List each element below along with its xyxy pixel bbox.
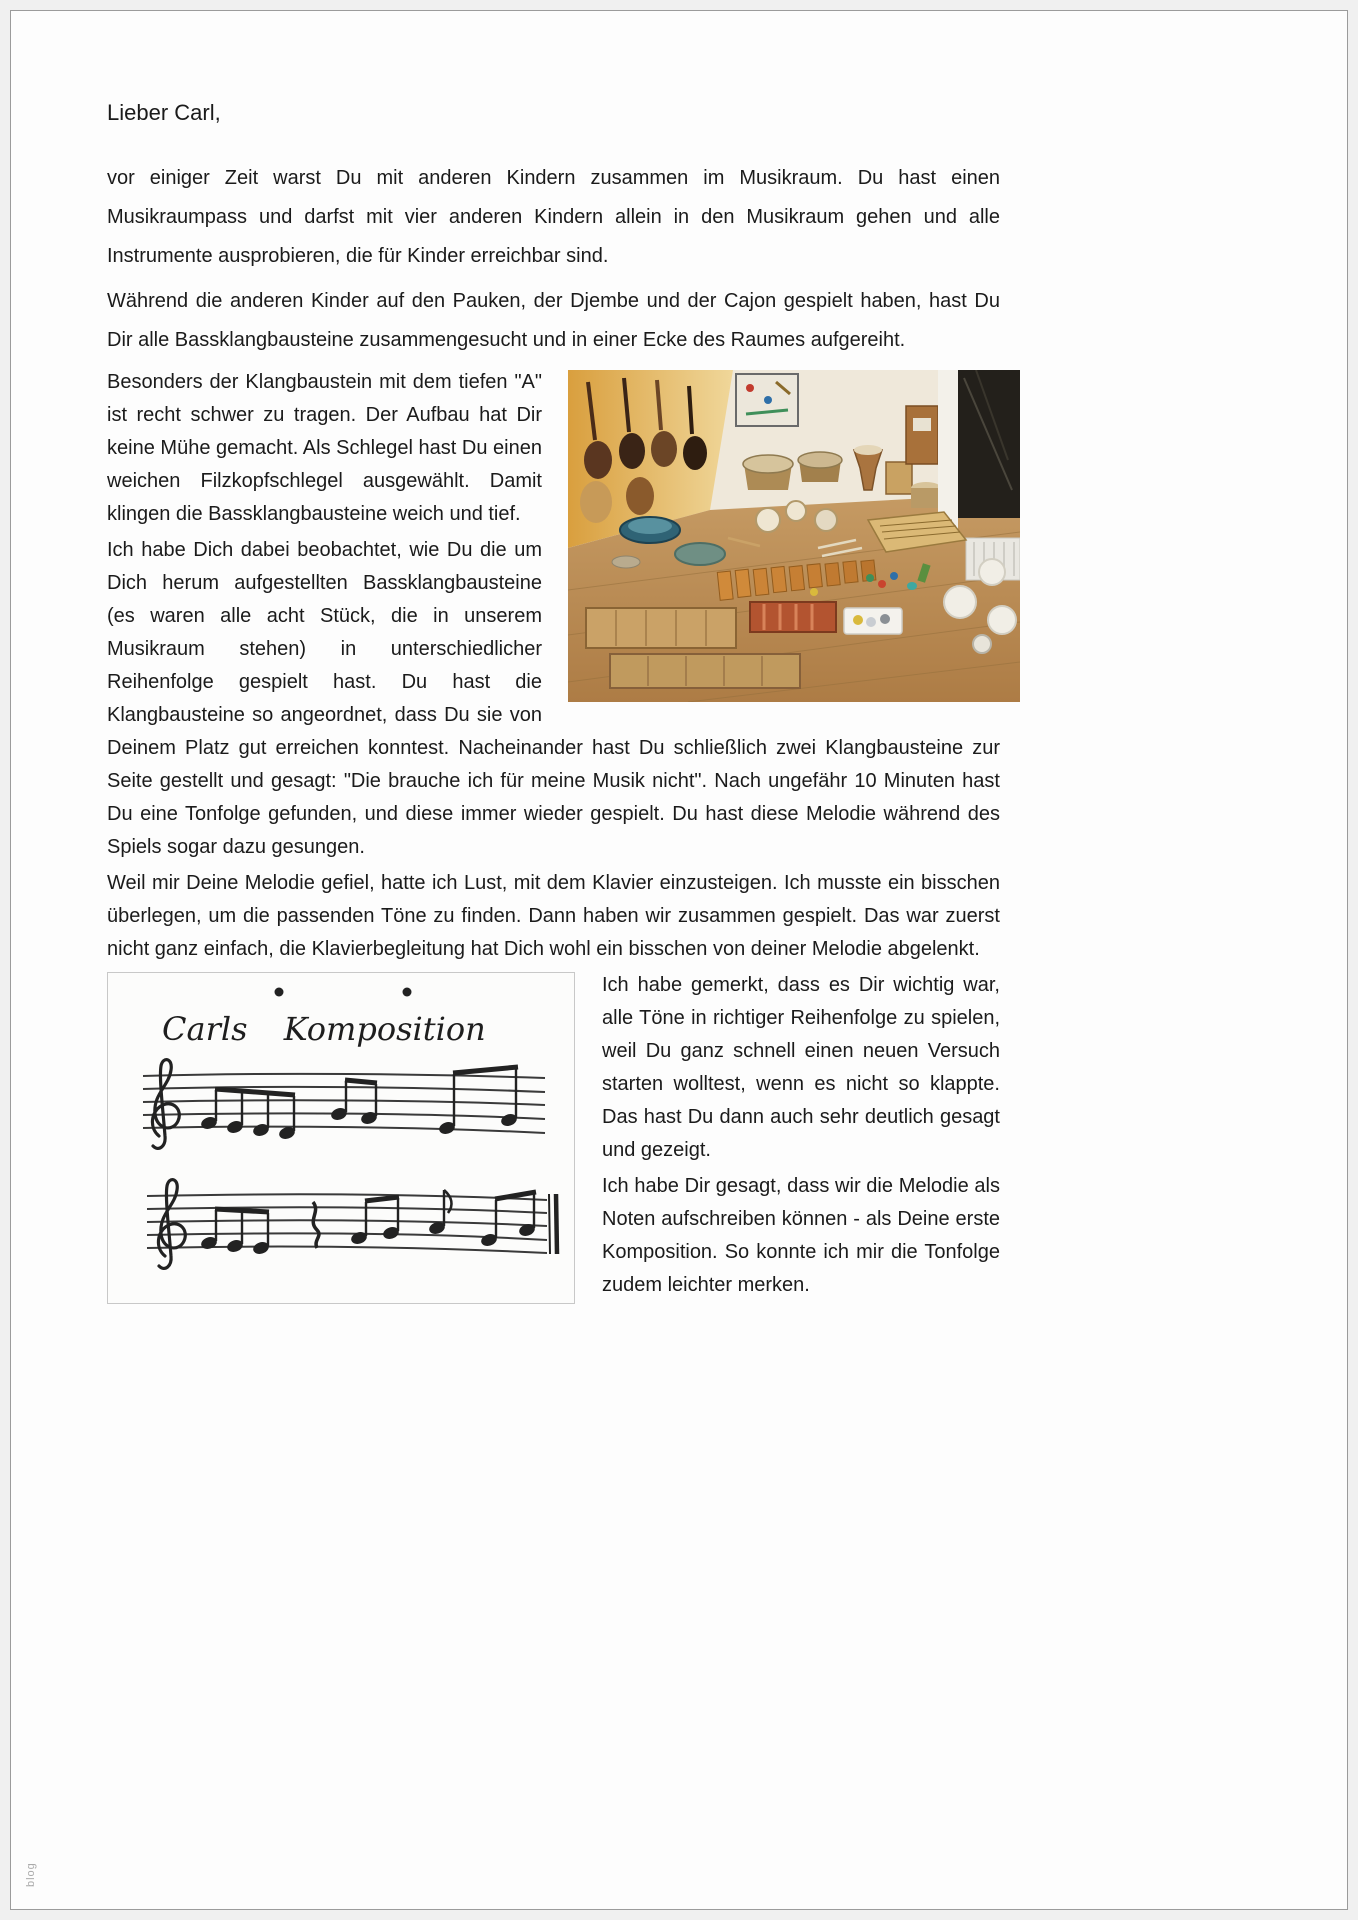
barline (549, 1194, 550, 1254)
dot-mark (403, 988, 412, 997)
salutation: Lieber Carl, (107, 100, 221, 125)
dot-mark (275, 988, 284, 997)
paragraph-5 (107, 867, 1000, 1048)
final-barline (556, 1194, 557, 1254)
letter-content (11, 11, 1347, 1345)
paragraph-5-part-a: Weil mir Deine Melodie gefiel, hatte ich Lust, mit dem Klavier einzusteigen. Ich musste ein bisschen überlegen, um die passenden Töne zu finden. Dann haben wir zusammen gespielt. Das war zuerst nicht ganz einfach, die Klavierbegleitung hat Dich wohl ein (107, 872, 1000, 960)
paragraph-6: Ich habe gemerkt, dass es Dir wichtig war, alle Töne in richtiger Reihenfolge zu spielen, weil Du ganz schnell einen neuen Versuch starten wolltest, wenn es nicht so klappte. Das hast Du dann auch sehr deutlich gesagt und gezeigt. (602, 974, 1000, 1161)
wooden-crate (906, 406, 938, 464)
paragraph-5-part-b: bisschen von deiner Melodie abgelenkt. (628, 938, 980, 960)
cajon (886, 462, 912, 494)
paragraph-7: Ich habe Dir gesagt, dass wir die Melodie als Noten aufschreiben können - als Deine erste Komposition. So konnte ich mir die Tonfolge zudem leichter merken. (602, 1175, 1000, 1296)
red-xylophone-box (750, 602, 836, 632)
window (938, 370, 1020, 532)
komposition-image (107, 972, 575, 1304)
paragraph-3: Besonders der Klangbaustein mit dem tiefen "A" ist recht schwer zu tragen. Der Aufbau hat Dir keine Mühe gemacht. Als Schlegel hast Du einen weichen Filzkopfschlegel ausgewählt. Damit klingen die Bassklangbausteine weich und tief. (107, 371, 542, 525)
wall-frame (736, 374, 798, 426)
paragraph-4: Ich habe Dich dabei beobachtet, wie Du die um Dich herum aufgestellten Bassklangbausteine (es waren alle acht Stück, die in unserem Musikraum stehen) in unterschiedlicher Reihenfolge gespielt hast. Du hast die Klangbausteine so angeordnet, dass Du sie von Deinem Platz gut erreichen konntest. Nacheinander hast Du schließlich zwei Klangbausteine zur Seite gestellt und gesagt: "Die brauche ich für meine Musik nicht". Nach ungefähr 10 Minuten hast Du eine Tonfolge gefunden, und diese immer wieder gespielt. Du hast diese Melodie während des Spiels sogar dazu gesungen. (107, 539, 1000, 858)
musikraum-photo-drawing (568, 370, 1020, 702)
composition-title: Carls Komposition (162, 1010, 486, 1048)
letter-page (10, 10, 1348, 1910)
komposition-drawing (107, 972, 575, 1304)
musikraum-photo (568, 370, 1020, 702)
paragraph-1: vor einiger Zeit warst Du mit anderen Kindern zusammen im Musikraum. Du hast einen Musikraumpass und darfst mit vier anderen Kindern allein in den Musikraum gehen und alle Instrumente ausprobieren, die für Kinder erreichbar sind. (107, 167, 1000, 267)
paragraph-2: Während die anderen Kinder auf den Pauken, der Djembe und der Cajon gespielt haben, hast Du Dir alle Bassklangbausteine zusammengesucht und in einer Ecke des Raumes aufgereiht. (107, 290, 1000, 351)
watermark: blog (25, 1862, 37, 1887)
shaker-box (844, 608, 902, 634)
